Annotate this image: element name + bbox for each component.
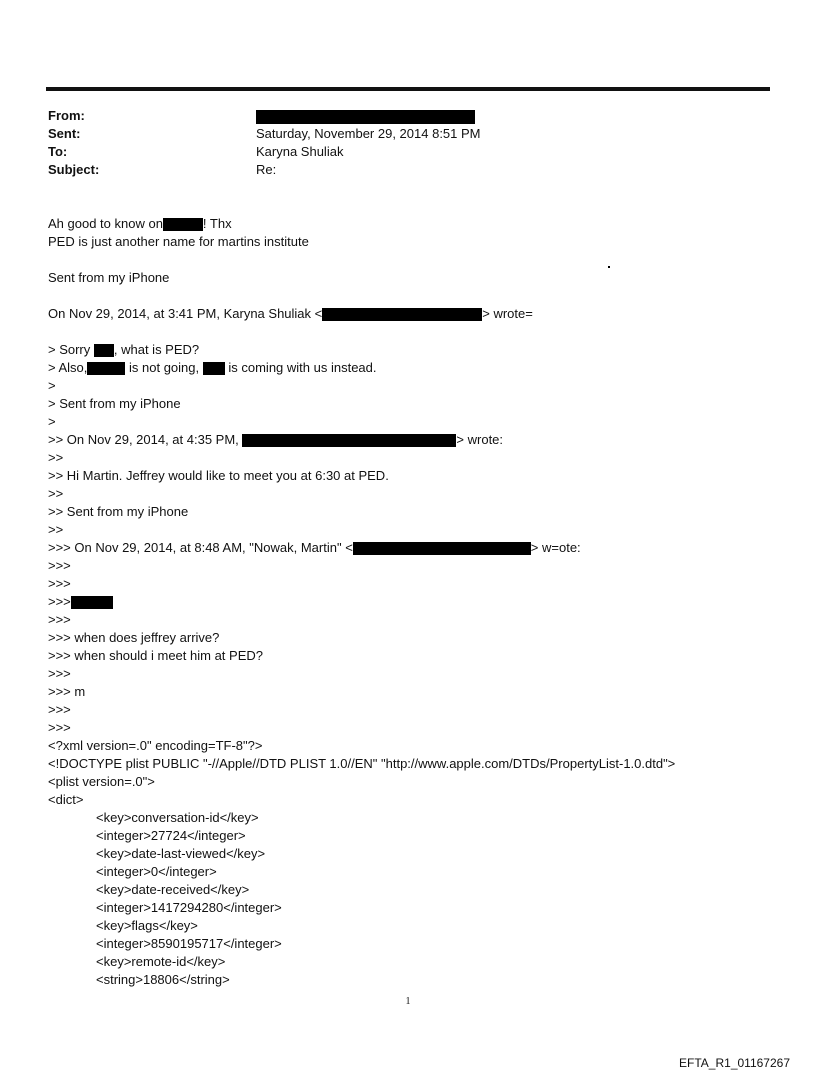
xml-line: <integer>8590195717</integer>: [96, 936, 282, 951]
quoted-line: >>>: [48, 594, 113, 610]
xml-line: <dict>: [48, 792, 84, 807]
subject-label: Subject:: [48, 162, 100, 177]
quoted-line: >>> m: [48, 684, 86, 699]
quoted-line: >>>: [48, 720, 71, 735]
quoted-line: >: [48, 414, 56, 429]
xml-line: <string>18806</string>: [96, 972, 230, 987]
to-value: Karyna Shuliak: [256, 144, 344, 159]
quoted-line: >>>: [48, 666, 71, 681]
xml-line: <key>remote-id</key>: [96, 954, 226, 969]
sent-value: Saturday, November 29, 2014 8:51 PM: [256, 126, 481, 141]
signature-line: Sent from my iPhone: [48, 270, 170, 285]
reply-attribution: On Nov 29, 2014, at 3:41 PM, Karyna Shuliak < > wrote=: [48, 306, 533, 321]
subject-value: Re:: [256, 162, 277, 177]
xml-line: <?xml version=.0" encoding=TF-8"?>: [48, 738, 263, 753]
quoted-line: >>> On Nov 29, 2014, at 8:48 AM, "Nowak, Martin" < > w=ote:: [48, 540, 581, 555]
quoted-line: >: [48, 378, 56, 393]
redaction-box: [203, 362, 225, 375]
xml-line: <key>date-received</key>: [96, 882, 250, 897]
quoted-line: >> Hi Martin. Jeffrey would like to meet you at 6:30 at PED.: [48, 468, 389, 483]
redaction-box: [163, 218, 203, 231]
sent-label: Sent:: [48, 126, 81, 141]
quoted-line: >>: [48, 486, 64, 501]
xml-line: <integer>1417294280</integer>: [96, 900, 282, 915]
redaction-box: [87, 362, 125, 375]
from-value-redacted: [256, 107, 475, 125]
xml-line: <key>conversation-id</key>: [96, 810, 259, 825]
header-rule: [46, 87, 770, 91]
stray-mark: [608, 266, 610, 268]
xml-line: <!DOCTYPE plist PUBLIC "-//Apple//DTD PLIST 1.0//EN" "http://www.apple.com/DTDs/PropertyList-1.0.dtd">: [48, 756, 676, 771]
quoted-line: > Also, is not going, is coming with us instead.: [48, 360, 377, 375]
redaction-box: [322, 308, 482, 321]
body-line: Ah good to know on ! Thx: [48, 216, 232, 231]
xml-line: <integer>0</integer>: [96, 864, 217, 879]
page-number: 1: [405, 996, 411, 1007]
xml-line: <key>date-last-viewed</key>: [96, 846, 266, 861]
quoted-line: >>> when does jeffrey arrive?: [48, 630, 220, 645]
redaction-box: [242, 434, 456, 447]
to-label: To:: [48, 144, 68, 159]
bates-number: EFTA_R1_01167267: [679, 1056, 790, 1070]
quoted-line: >>: [48, 522, 64, 537]
quoted-line: >>>: [48, 558, 71, 573]
quoted-line: >>>: [48, 702, 71, 717]
quoted-line: >>> when should i meet him at PED?: [48, 648, 263, 663]
from-label: From:: [48, 108, 85, 123]
quoted-line: >>: [48, 450, 64, 465]
quoted-line: >> Sent from my iPhone: [48, 504, 189, 519]
xml-line: <key>flags</key>: [96, 918, 198, 933]
quoted-line: >>>: [48, 576, 71, 591]
xml-line: <plist version=.0">: [48, 774, 155, 789]
quoted-line: >>>: [48, 612, 71, 627]
xml-line: <integer>27724</integer>: [96, 828, 246, 843]
redaction-box: [94, 344, 114, 357]
body-line: PED is just another name for martins institute: [48, 234, 309, 249]
redaction-box: [71, 596, 113, 609]
quoted-line: > Sorry , what is PED?: [48, 342, 200, 357]
quoted-line: > Sent from my iPhone: [48, 396, 181, 411]
redaction-box: [353, 542, 531, 555]
quoted-line: >> On Nov 29, 2014, at 4:35 PM, > wrote:: [48, 432, 504, 447]
